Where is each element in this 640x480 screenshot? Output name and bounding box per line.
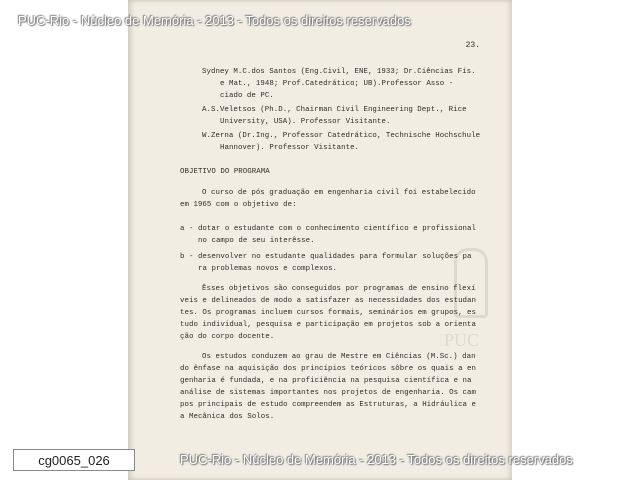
paragraph-line: pos principais de estudo compreendem as Estruturas, a Hidráulica e	[180, 401, 477, 409]
faculty-line: W.Zerna (Dr.Ing., Professor Catedrático, Technische Hochschule	[202, 132, 481, 140]
objective-line: ra problemas novos e complexos.	[198, 265, 338, 273]
faculty-line: Hannover). Professor Visitante.	[220, 144, 360, 152]
logo-word: PUC	[444, 330, 480, 350]
paragraph-line: tudo individual, pesquisa e participação em projetos sob a orienta	[180, 321, 477, 329]
faculty-line: A.S.Veletsos (Ph.D., Chairman Civil Engineering Dept., Rice	[202, 106, 467, 114]
objective-line: a - dotar o estudante com o conhecimento científico e profissional	[180, 225, 477, 233]
paragraph-line: ção do corpo docente.	[180, 333, 275, 341]
watermark-bottom: PUC-Rio - Núcleo de Memória - 2013 - Todos os direitos reservados	[180, 452, 573, 467]
section-title: OBJETIVO DO PROGRAMA	[180, 168, 270, 176]
watermark-top: PUC-Rio - Núcleo de Memória - 2013 - Todos os direitos reservados	[18, 13, 411, 28]
faculty-line: Sydney M.C.dos Santos (Eng.Civil, ENE, 1933; Dr.Ciências Fís.	[202, 68, 476, 76]
intro-line: O curso de pós graduação em engenharia civil foi estabelecido	[202, 189, 476, 197]
paragraph-line: Os estudos conduzem ao grau de Mestre em Ciências (M.Sc.) dan	[202, 353, 476, 361]
page-number: 23.	[465, 41, 480, 50]
paragraph-line: do ênfase na aquisição dos princípios teóricos sôbre os quais a en	[180, 365, 477, 373]
paragraph-line: tes. Os programas incluem cursos formais, seminários em grupos, es	[180, 309, 477, 317]
paragraph-line: Êsses objetivos são conseguidos por programas de ensino flexí	[202, 285, 476, 293]
faculty-line: ciado de PC.	[220, 92, 274, 100]
faculty-line: University, USA). Professor Visitante.	[220, 118, 391, 126]
intro-line: em 1965 com o objetivo de:	[180, 201, 297, 209]
objective-line: no campo de seu interêsse.	[198, 237, 315, 245]
document-page	[128, 0, 512, 480]
archive-code-label: cg0065_026	[13, 449, 135, 471]
paragraph-line: genharia é fundada, e na proficiência na pesquisa científica e na	[180, 377, 472, 385]
faculty-line: e Mat., 1948; Prof.Catedrático; UB).Professor Asso -	[220, 80, 454, 88]
paragraph-line: veis e delineados de modo a satisfazer as necessidades dos estudan	[180, 297, 477, 305]
objective-line: b - desenvolver no estudante qualidades para formular soluções pa	[180, 253, 472, 261]
paragraph-line: a Mecânica dos Solos.	[180, 413, 275, 421]
paragraph-line: análise de sistemas importantes nos projetos de engenharia. Os cam	[180, 389, 477, 397]
